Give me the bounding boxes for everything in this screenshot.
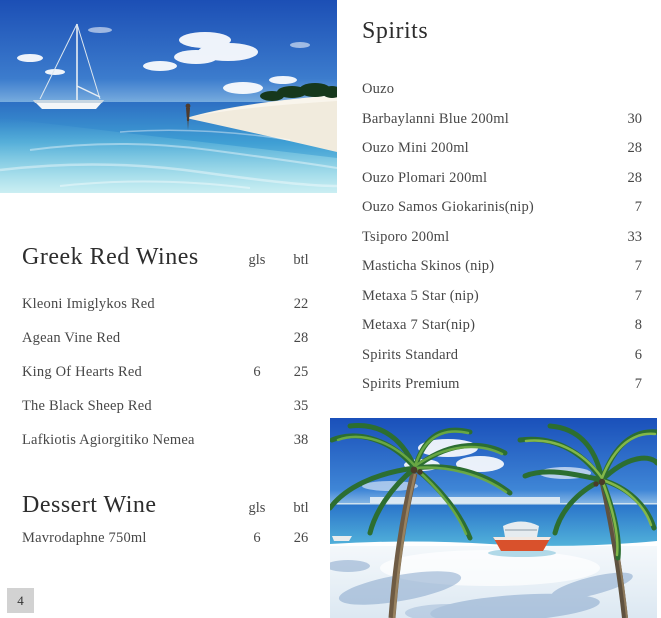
greek-red-wines-section <box>22 244 325 466</box>
beach-sailboat-photo <box>0 0 337 193</box>
wine-item-row <box>22 330 325 347</box>
wine-name: Lafkiotis Agiorgitiko Nemea <box>22 432 195 448</box>
spirit-name: Ouzo Samos Giokarinis(nip) <box>362 199 534 215</box>
spirit-name: Barbaylanni Blue 200ml <box>362 110 509 127</box>
spirit-price: 7 <box>634 287 642 304</box>
spirit-item-row <box>362 140 645 157</box>
greek-red-wines-list <box>22 296 325 449</box>
spirit-price: 30 <box>627 110 642 127</box>
wine-item-row <box>22 530 325 547</box>
spirit-name: Ouzo Mini 200ml <box>362 140 469 156</box>
spirit-price: 6 <box>634 346 642 363</box>
spirit-price: 7 <box>634 376 642 392</box>
wine-btl-price: 25 <box>293 364 309 380</box>
spirit-item-row <box>362 229 645 246</box>
greek-red-wines-title: Greek Red Wines <box>22 244 199 270</box>
wine-btl-price: 22 <box>293 296 309 312</box>
wine-btl-price: 26 <box>293 530 309 546</box>
wine-gls-price: 6 <box>253 530 261 546</box>
spirit-item-row <box>362 111 645 128</box>
spirit-item-row <box>362 199 645 216</box>
spirit-item-row <box>362 376 645 393</box>
page-number: 4 <box>17 592 24 608</box>
dessert-wine-section <box>22 492 325 564</box>
spirit-name: Metaxa 7 Star(nip) <box>362 317 476 333</box>
dessert-wine-title: Dessert Wine <box>22 492 157 518</box>
spirit-name: Tsiporo 200ml <box>362 228 450 245</box>
spirit-name: Ouzo <box>362 81 395 97</box>
gls-column-header: gls <box>248 252 266 268</box>
spirits-title: Spirits <box>362 18 429 44</box>
spirit-price: 7 <box>634 199 642 215</box>
spirit-item-row <box>362 288 645 305</box>
btl-column-header: btl <box>293 500 309 516</box>
beach-sailboat-illustration <box>0 0 337 193</box>
spirit-name: Ouzo Plomari 200ml <box>362 169 488 186</box>
wine-name: King Of Hearts Red <box>22 364 142 380</box>
spirit-item-row <box>362 170 645 187</box>
spirit-price: 8 <box>634 317 642 333</box>
btl-column-header: btl <box>293 252 309 268</box>
wine-item-row <box>22 364 325 381</box>
wine-gls-price: 6 <box>253 364 261 380</box>
spirit-name: Masticha Skinos (nip) <box>362 258 495 274</box>
dessert-wine-header <box>22 492 325 519</box>
wine-item-row <box>22 398 325 415</box>
greek-red-wines-header <box>22 244 325 271</box>
page-number-badge <box>7 588 34 613</box>
palm-beach-boat-photo <box>330 418 657 618</box>
palm-beach-illustration <box>330 418 657 618</box>
wine-name: Agean Vine Red <box>22 330 121 346</box>
spirit-name: Spirits Premium <box>362 376 460 392</box>
wine-name: Mavrodaphne 750ml <box>22 530 147 546</box>
spirit-item-row <box>362 258 645 275</box>
wine-item-row <box>22 432 325 449</box>
wine-btl-price: 28 <box>293 330 309 346</box>
spirit-price: 28 <box>627 169 642 186</box>
gls-column-header: gls <box>248 500 266 516</box>
wine-name: Kleoni Imiglykos Red <box>22 296 155 312</box>
spirit-name: Metaxa 5 Star (nip) <box>362 287 479 304</box>
wine-btl-price: 35 <box>293 398 309 414</box>
spirits-section <box>362 18 645 406</box>
wine-item-row <box>22 296 325 313</box>
spirit-item-row <box>362 347 645 364</box>
wine-btl-price: 38 <box>293 432 309 448</box>
distant-boat <box>332 536 352 541</box>
spirit-item-row <box>362 317 645 334</box>
spirit-price: 28 <box>627 140 642 156</box>
wine-name: The Black Sheep Red <box>22 398 152 414</box>
spirit-price: 7 <box>634 258 642 274</box>
spirit-item-row <box>362 81 645 98</box>
dessert-wine-list <box>22 530 325 547</box>
spirit-name: Spirits Standard <box>362 346 459 363</box>
spirit-price: 33 <box>627 228 642 245</box>
spirits-list <box>362 81 645 393</box>
